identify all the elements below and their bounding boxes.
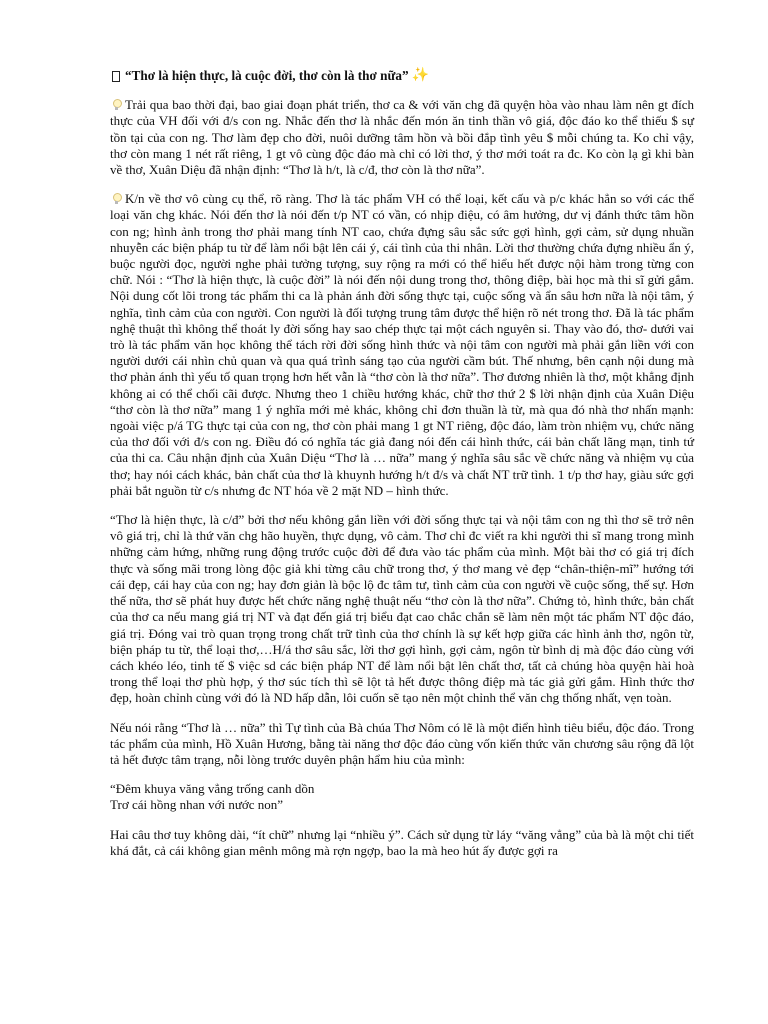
light-bulb-icon [112, 99, 121, 110]
document-title [112, 68, 694, 84]
paragraph-explanation: “Thơ là hiện thực, là c/đ” bởi thơ nếu không gắn liền với đời sống thực tại và nội tâm con ng thì thơ sẽ trở nên vô giá trị, chỉ là thứ văn chg hão huyền, thực dụng, vô cảm. Thơ chỉ đc viết ra khi người thi sĩ mang trong mình những cảm hứng, những rung động trước cuộc đời để đưa vào tác phẩm của mình. Một bài thơ có giá trị đích thực và sống mãi trong lòng độc giả khi từng câu chữ trong thơ, ý thơ mang vẻ đẹp “chân-thiện-mĩ” hướng tới cái đẹp, cái hay của con ng; hay đơn giản là bộc lộ đc tâm tư, tình cảm của con người về cuộc sống, thế sự. Hơn thế nữa, thơ sẽ phát huy được hết chức năng nghệ thuật nếu “thơ còn là thơ nữa”. Chứng tỏ, hình thức, bản chất của thơ ca nếu mang giá trị NT và đạt đến giá trị biểu đạt cao chắc chắn sẽ làm nên một tác phẩm NT độc đáo, giá trị. Đóng vai trò quan trọng trong chất trữ tình của thơ chính là sự kết hợp giữa các hình ảnh thơ, ngôn từ, biện pháp tu từ, thể loại thơ,…H/á thơ sâu sắc, lời thơ gợi hình, gợi cảm, ngôn từ bình dị mà độc đáo cùng với cách khéo léo, tinh tế $ việc sd các biện pháp NT để làm nổi bật lên chất thơ, tất cả chúng hòa quyện hài hoà trong thể loại thơ phù hợp, ý thơ súc tích thì sẽ lột tả hết được thông điệp mà tác giả gửi gắm. Hình thức thơ đẹp, hoàn chỉnh cùng với đó là ND hấp dẫn, lôi cuốn sẽ tạo nên một chỉnh thể văn chg thống nhất, vẹn toàn. [110, 512, 694, 706]
paragraph-analysis: Hai câu thơ tuy không dài, “ít chữ” nhưng lại “nhiều ý”. Cách sử dụng từ láy “văng vẳng” của bà là một chi tiết khá đắt, cả cái không gian mênh mông mà rợn ngợp, bao la mà heo hút ấy được gợi ra [110, 826, 694, 858]
paragraph-text: Trải qua bao thời đại, bao giai đoạn phát triển, thơ ca & với văn chg đã quyện hòa vào nhau làm nên gt đích thực của VH đối với đ/s con ng. Nhắc đến thơ là nhắc đến món ăn tinh thần vô giá, độc đáo ko thể thiếu $ sự tồn tại của con ng. Thơ làm đẹp cho đời, nuôi dưỡng tâm hồn và bồi đắp tình yêu $ mỗi chúng ta. Ko chỉ vậy, thơ còn mang 1 nét rất riêng, 1 gt vô cùng độc đáo mà chỉ có lời thơ, ý thơ mới toát ra đc. Ko còn lạ gì khi bàn về thơ, Xuân Diệu đã nhận định: “Thơ là h/t, là c/đ, thơ còn là thơ nữa”. [110, 97, 694, 178]
placeholder-box-icon [112, 71, 120, 82]
paragraph-example: Nếu nói rằng “Thơ là … nữa” thì Tự tình của Bà chúa Thơ Nôm có lẽ là một điển hình tiêu biểu, độc đáo. Trong tác phẩm của mình, Hồ Xuân Hương, bằng tài năng thơ độc đáo cùng vốn kiến thức văn chương sâu rộng đã lột tả hết được tâm trạng, nỗi lòng trước duyên phận hẩm hiu của mình: [110, 719, 694, 767]
paragraph-definition [110, 191, 694, 499]
poem-quote [110, 781, 694, 813]
paragraph-intro [110, 97, 694, 178]
light-bulb-icon [112, 193, 121, 204]
poem-line: Trơ cái hồng nhan với nước non” [110, 797, 284, 813]
paragraph-text: K/n về thơ vô cùng cụ thể, rõ ràng. Thơ là tác phẩm VH có thể loại, kết cấu và p/c khác hẳn so với các thể loại văn chg khác. Nói đến thơ là nói đến t/p NT có vần, có nhịp điệu, có âm hưởng, dư vị đánh thức tâm hồn con ng; hình ảnh trong thơ phải mang tính NT cao, chứa đựng sâu sắc sức gợi hình, gợi cảm, sử dụng nhuần nhuyễn các biện pháp tu từ để làm nổi bật lên cái ý, cái tình của thi nhân. Lời thơ thường chứa đựng nhiều ẩn ý, buộc người đọc, người nghe phải tưởng tượng, suy rộng ra mới có thể hiểu hết được nội hàm trong từng con chữ. Nói : “Thơ là hiện thực, là cuộc đời” là nói đến nội dung trong thơ, thông điệp, bài học mà thi sĩ gửi gắm. Nội dung cốt lõi trong tác phẩm thi ca là phản ánh đời sống thực tại, cuộc sống và ẩn sâu hơn nữa là nội tâm, ý nghĩa, tình cảm của con người. Con người là đối tượng trung tâm được thể hiện rõ nét trong thơ. Đã là tác phẩm nghệ thuật thì không thể thoát ly đời sống hay sao chép thực tại một cách nguyên si. Thay vào đó, thơ- dưới vai trò là tác phẩm văn học không thể tách rời đời sống hình thức và nội tâm con người mà phải gắn liền với con người dưới cái nhìn chủ quan và qua quá trình sáng tạo của người cầm bút. Thế nhưng, bên cạnh nội dung mà thơ phản ánh thì yếu tố quan trọng hơn hết vẫn là “thơ còn là thơ nữa”. Thơ đương nhiên là thơ, một khẳng định không ai có thể chối cãi được. Nhưng theo 1 chiều hướng khác, chữ thơ thứ 2 $ lời nhận định của Xuân Diệu “thơ còn là thơ nữa” mang 1 ý nghĩa mới mẻ khác, không chỉ đơn thuần là từ, mà qua đó nhà thơ nhấn mạnh: ngoài việc p/á TG thực tại của con ng, thơ còn phải mang 1 gt NT riêng, độc đáo, làm tròn nhiệm vụ, chức năng của thơ đối với đ/s con ng. Điều đó có nghĩa tác giả đang nói đến cái hình thức, cái bản chất lãng mạn, tinh tứ của thi ca. Câu nhận định của Xuân Diệu “Thơ là … nữa” mang ý nghĩa sâu sắc về chức năng và nhiệm vụ của thơ; hay nói cách khác, bản chất của thơ là khuynh hướng h/t đ/s và chất NT trữ tình. 1 t/p thơ hay, giàu sức gợi phải bắt nguồn từ c/s nhưng đc NT hóa về 2 mặt ND – hình thức. [110, 191, 694, 498]
document-page [110, 68, 694, 872]
poem-line: “Đêm khuya văng vẳng trống canh dồn [110, 781, 315, 797]
document-title-text: “Thơ là hiện thực, là cuộc đời, thơ còn là thơ nữa” [125, 68, 409, 83]
sparkles-icon: ✨ [411, 68, 429, 83]
